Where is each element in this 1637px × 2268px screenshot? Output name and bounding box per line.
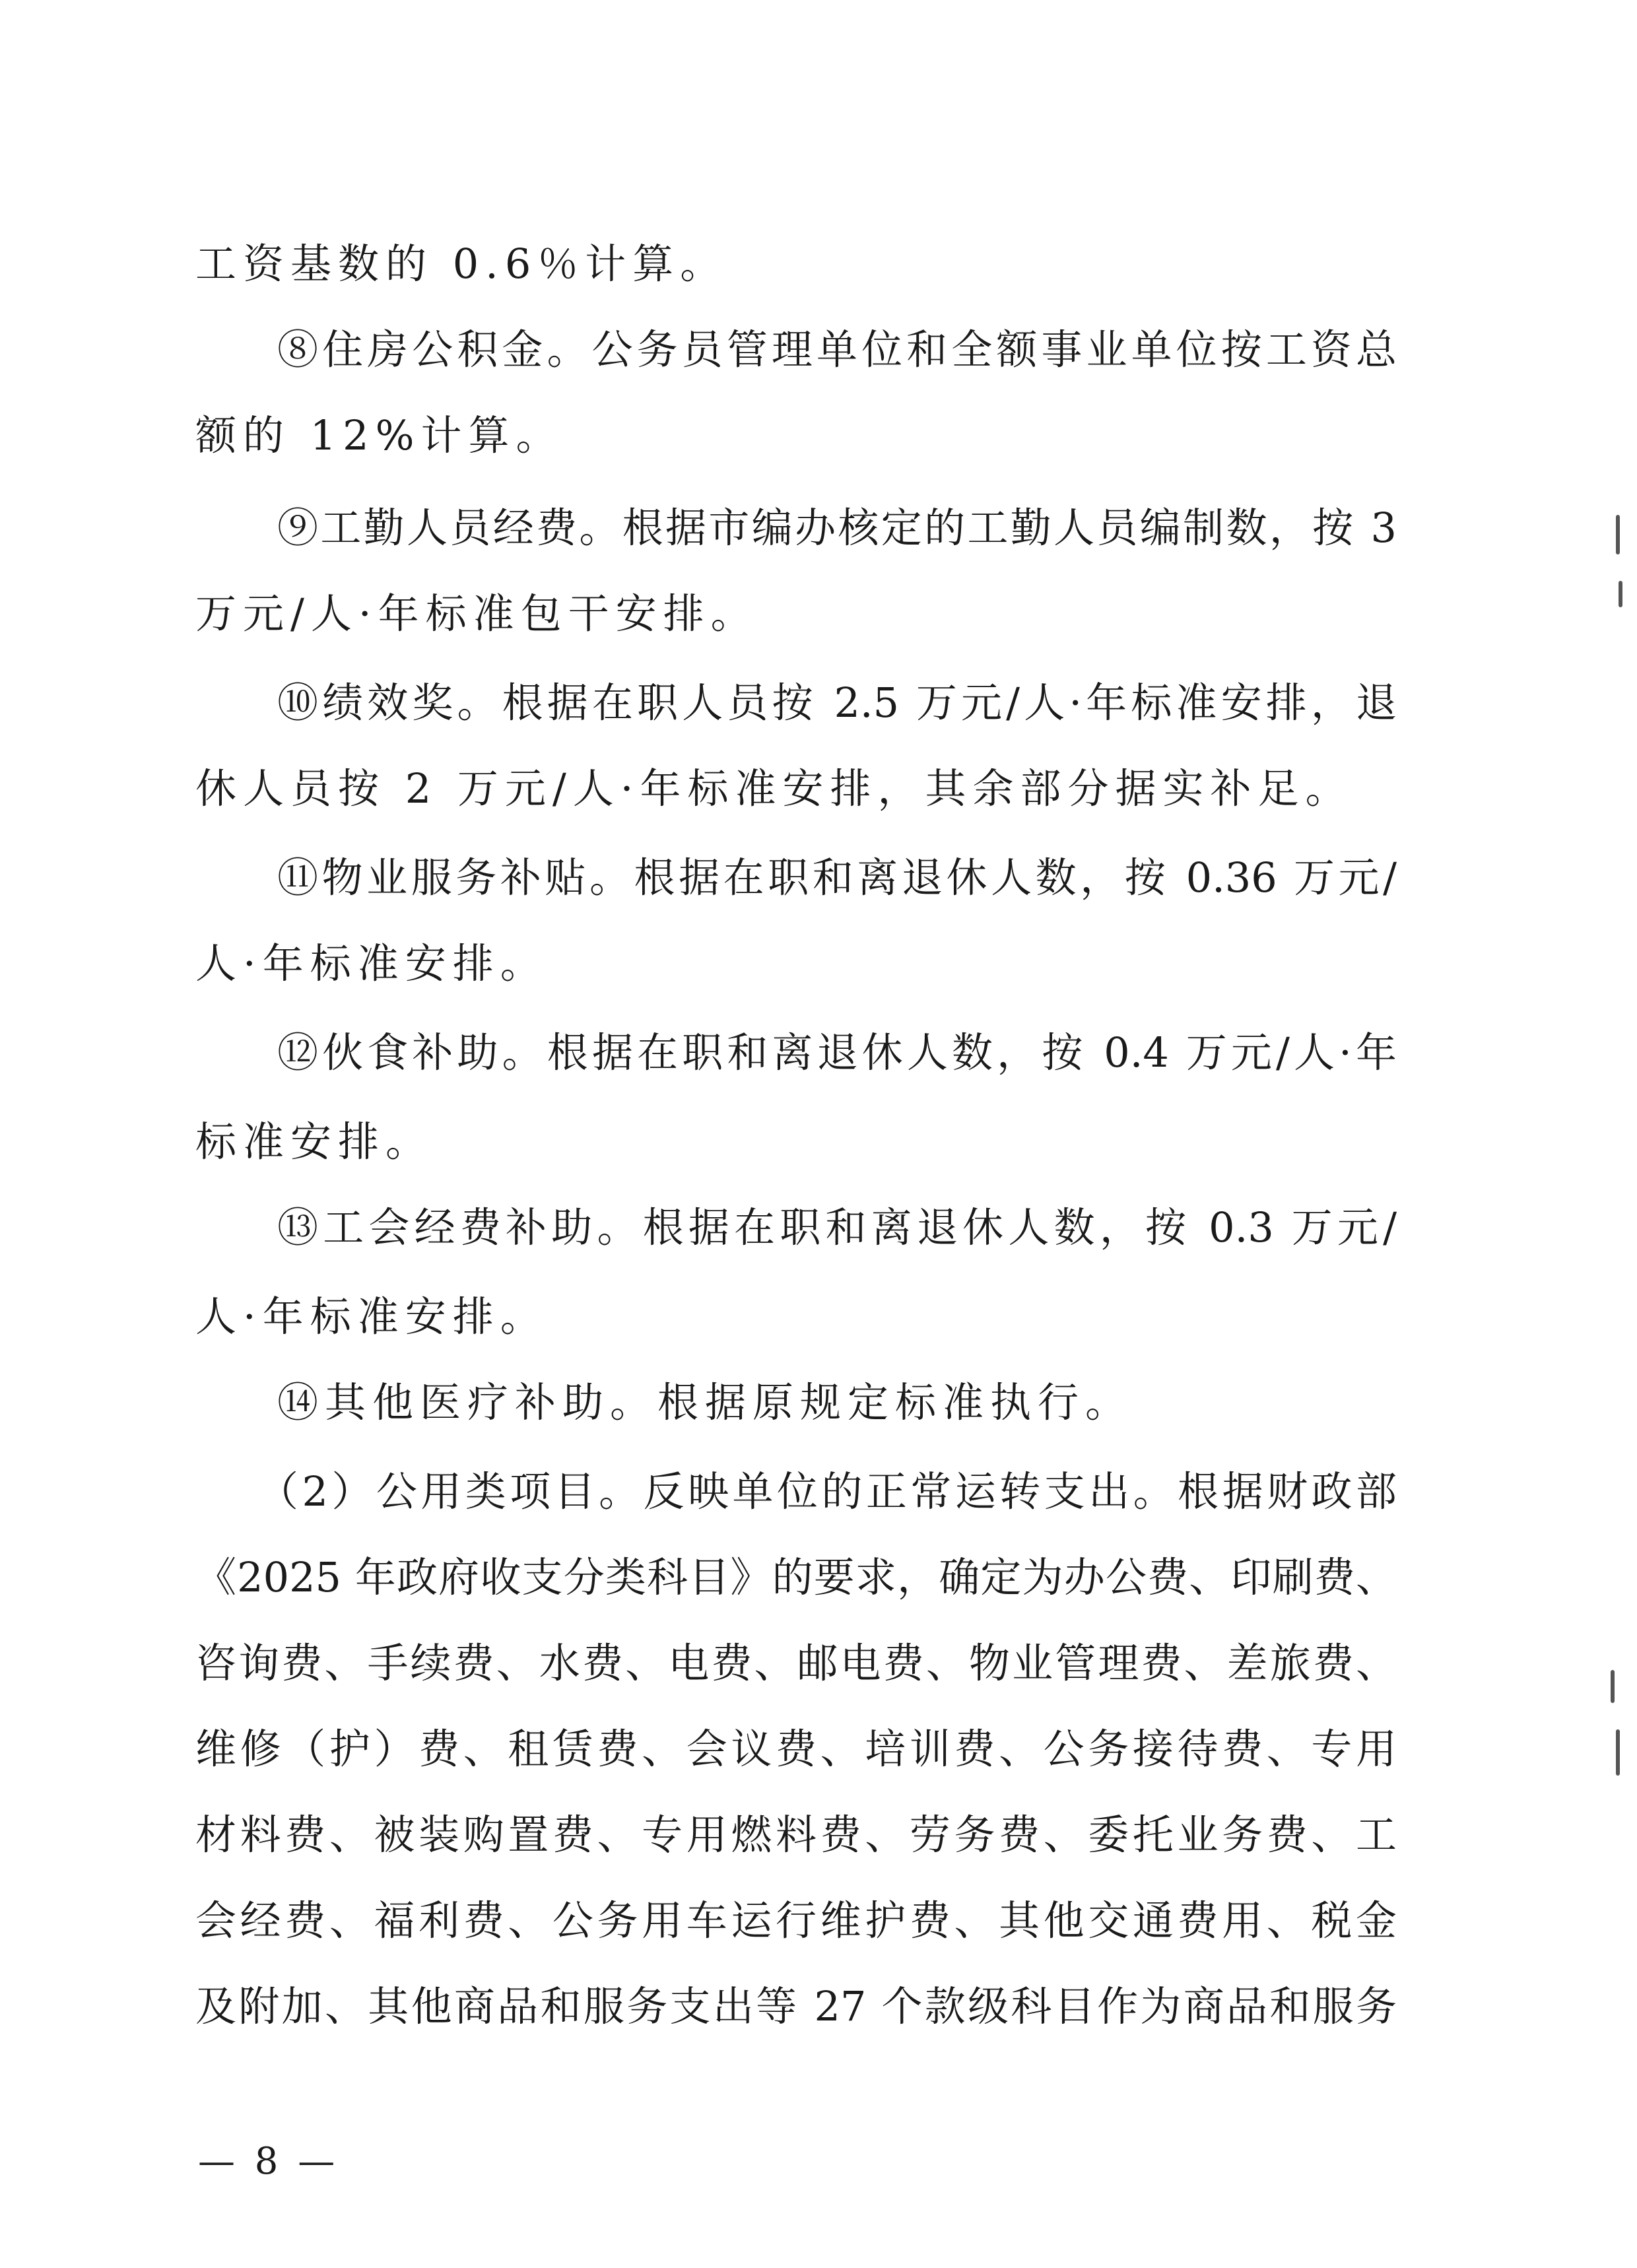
text-line-19: 材料费、被装购置费、专用燃料费、劳务费、委托业务费、工 bbox=[195, 1811, 1397, 1859]
text-line-8: ⑪物业服务补贴。根据在职和离退休人数，按 0.36 万元/ bbox=[277, 853, 1397, 902]
text-line-17: 咨询费、手续费、水费、电费、邮电费、物业管理费、差旅费、 bbox=[195, 1639, 1397, 1687]
text-line-1: 工资基数的 0.6％计算。 bbox=[195, 240, 728, 288]
text-line-14: ⑭其他医疗补助。根据原规定标准执行。 bbox=[277, 1378, 1133, 1426]
text-line-11: 标准安排。 bbox=[195, 1117, 434, 1166]
page-number: — 8 — bbox=[198, 2140, 339, 2183]
text-line-4: ⑨工勤人员经费。根据市编办核定的工勤人员编制数，按 3 bbox=[277, 504, 1397, 552]
text-line-2: ⑧住房公积金。公务员管理单位和全额事业单位按工资总 bbox=[277, 325, 1397, 374]
scan-artifact-mark bbox=[1616, 515, 1620, 554]
scan-artifact-mark bbox=[1616, 1729, 1620, 1776]
text-line-6: ⑩绩效奖。根据在职人员按 2.5 万元/人·年标准安排，退 bbox=[277, 679, 1397, 727]
text-line-13: 人·年标准安排。 bbox=[195, 1292, 548, 1341]
scan-artifact-mark bbox=[1611, 1670, 1615, 1703]
text-line-20: 会经费、福利费、公务用车运行维护费、其他交通费用、税金 bbox=[195, 1896, 1397, 1945]
text-line-12: ⑬工会经费补助。根据在职和离退休人数，按 0.3 万元/ bbox=[277, 1203, 1397, 1251]
text-line-7: 休人员按 2 万元/人·年标准安排，其余部分据实补足。 bbox=[195, 764, 1353, 813]
text-line-9: 人·年标准安排。 bbox=[195, 939, 548, 987]
text-line-16: 《2025 年政府收支分类科目》的要求，确定为办公费、印刷费、 bbox=[195, 1553, 1397, 1601]
text-line-3: 额的 12%计算。 bbox=[195, 411, 564, 459]
text-line-15: （2）公用类项目。反映单位的正常运转支出。根据财政部 bbox=[257, 1467, 1397, 1516]
text-line-10: ⑫伙食补助。根据在职和离退休人数，按 0.4 万元/人·年 bbox=[277, 1028, 1397, 1077]
text-line-5: 万元/人·年标准包干安排。 bbox=[195, 589, 758, 638]
text-line-18: 维修（护）费、租赁费、会议费、培训费、公务接待费、专用 bbox=[195, 1725, 1397, 1773]
text-line-21: 及附加、其他商品和服务支出等 27 个款级科目作为商品和服务 bbox=[195, 1982, 1397, 2030]
scan-artifact-mark bbox=[1619, 581, 1622, 607]
